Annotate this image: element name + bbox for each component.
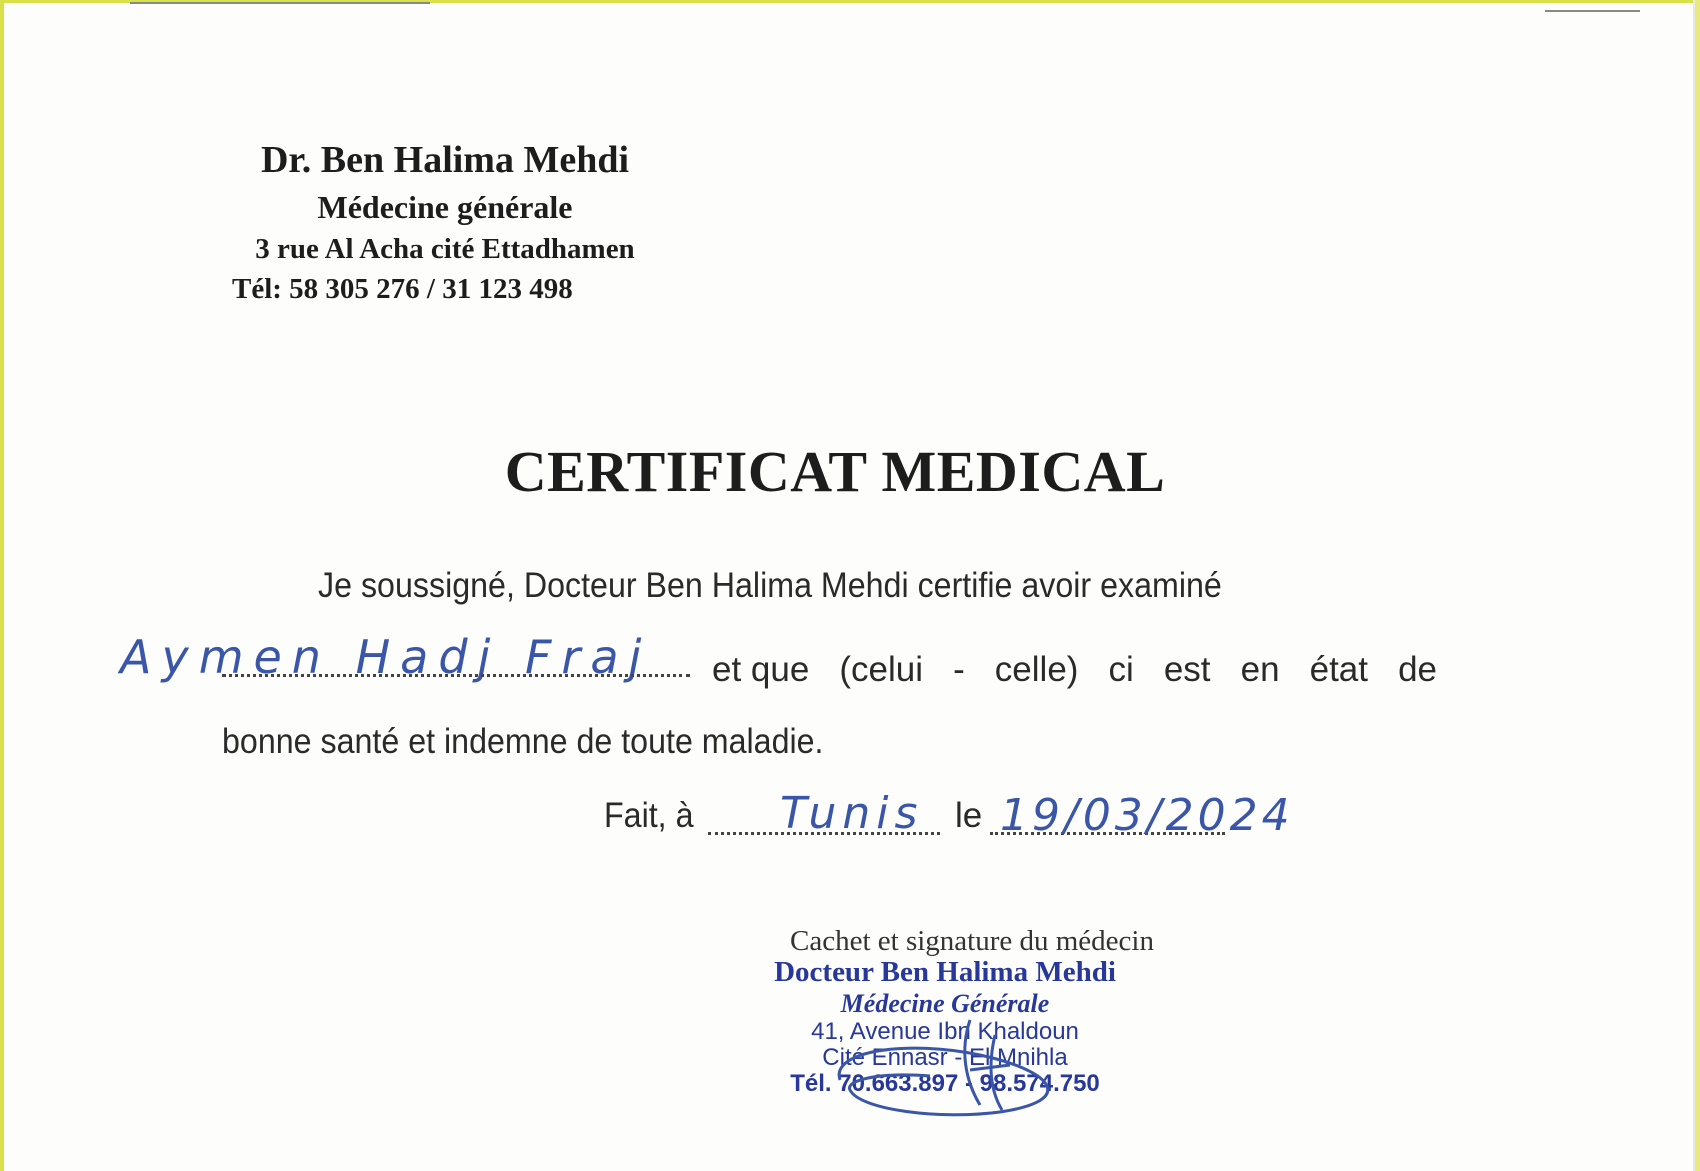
handwritten-place: Tunis [780,788,924,839]
stamp-doctor-name: Docteur Ben Halima Mehdi [774,956,1116,988]
line2-word: celle) [994,650,1079,689]
doctor-name: Dr. Ben Halima Mehdi [260,139,630,181]
line2-word: en [1240,650,1280,689]
handwritten-patient-name: Aymen Hadj Fraj [120,630,652,684]
letterhead [180,135,710,309]
date-label: le [955,796,983,835]
doctor-phone: Tél: 58 305 276 / 31 123 498 [232,273,573,305]
certificate-line-2 [712,650,1437,690]
line2-word: - [953,650,965,689]
scan-artifact-line [1545,10,1640,12]
stamp-signature-label: Cachet et signature du médecin [790,925,1154,957]
stamp-specialty: Médecine Générale [840,989,1050,1018]
place-label: Fait, à [604,796,694,835]
stamp-city: Cité Ennasr - El Mnihla [822,1044,1068,1071]
doctor-specialty: Médecine générale [317,189,573,225]
doctor-address: 3 rue Al Acha cité Ettadhamen [255,233,635,265]
page-right-edge [1695,0,1700,1171]
line2-word: et que [712,650,810,689]
stamp-phone: Tél. 70.663.897 - 98.574.750 [790,1070,1100,1097]
line2-word: ci [1108,650,1134,689]
doctor-signature [820,1010,1080,1120]
patient-name-dotted-line [222,674,690,677]
line2-word: état [1309,650,1368,689]
page-right-shadow [1693,0,1695,1171]
page-left-edge [0,0,4,1171]
handwritten-date: 19/03/2024 [1000,790,1294,841]
document-title: CERTIFICAT MEDICAL [504,439,1166,504]
certificate-line-1: Je soussigné, Docteur Ben Halima Mehdi certifie avoir examiné [318,566,1222,605]
certificate-line-3: bonne santé et indemne de toute maladie. [222,722,824,761]
scan-artifact-line [130,2,430,4]
line2-word: (celui [839,650,924,689]
stamp-address: 41, Avenue Ibn Khaldoun [811,1018,1079,1045]
line2-word: de [1398,650,1437,689]
line2-word: est [1163,650,1211,689]
